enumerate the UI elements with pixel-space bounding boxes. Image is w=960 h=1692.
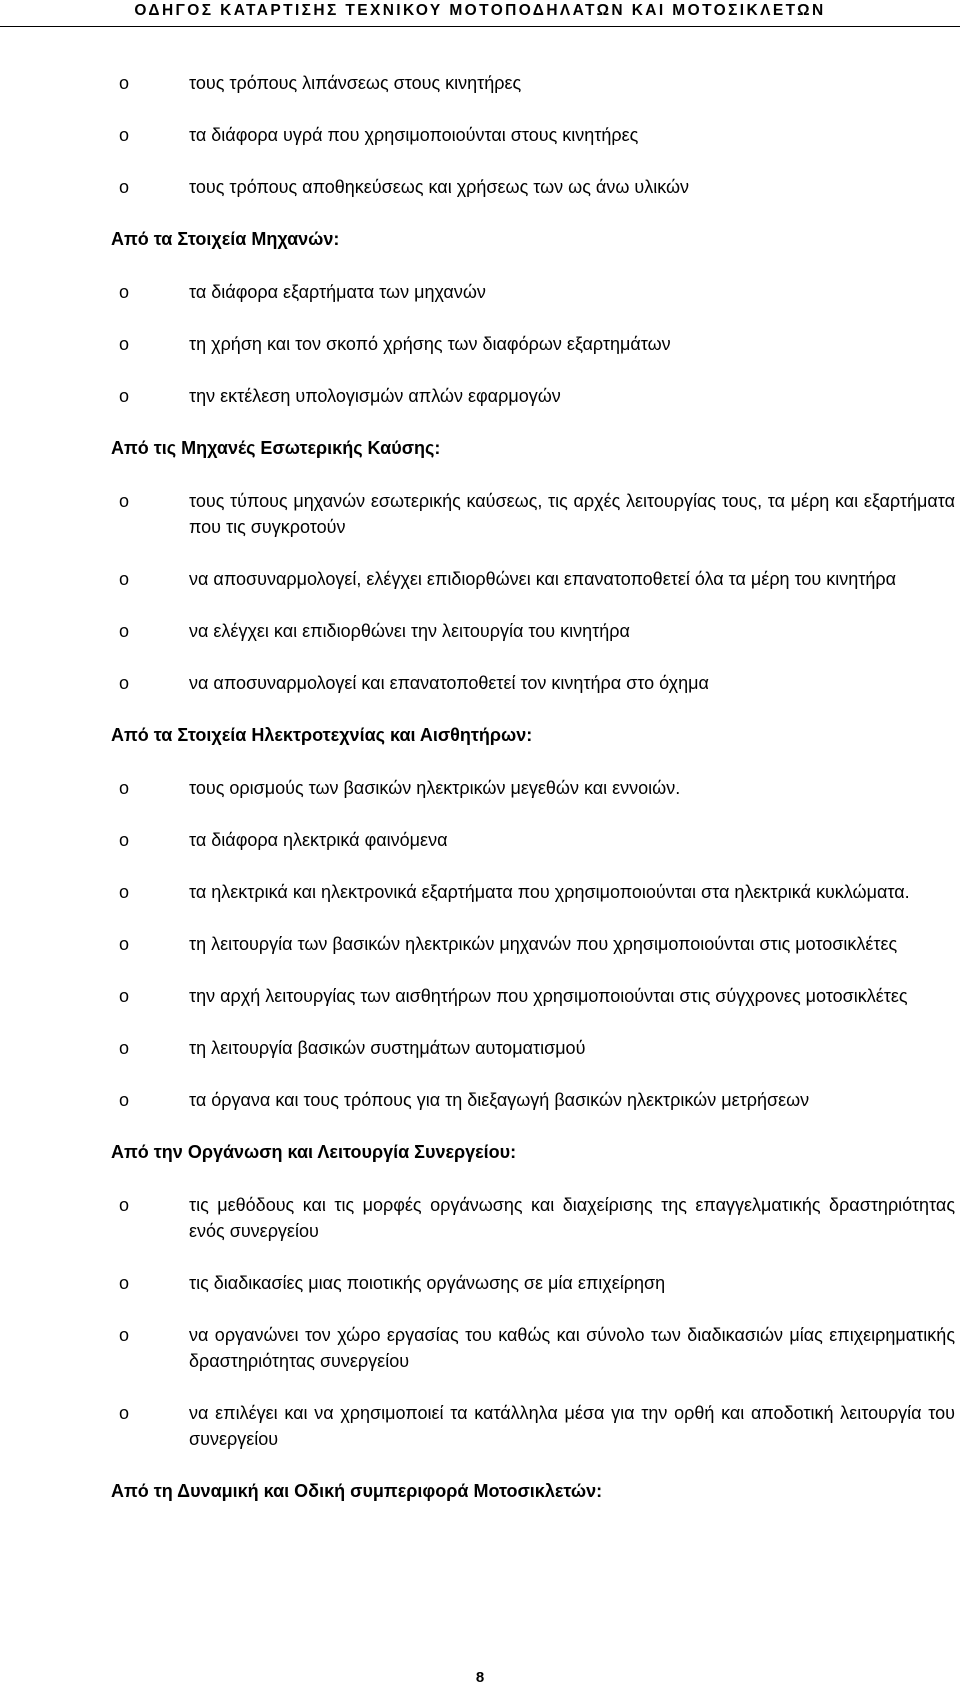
bullet-icon: o — [119, 673, 130, 693]
list-item — [0, 1270, 960, 1296]
list-item-text: τους τρόπους αποθηκεύσεως και χρήσεως των ως άνω υλικών — [189, 177, 690, 197]
bullet-icon: o — [119, 569, 130, 589]
list-item-text: τη λειτουργία βασικών συστημάτων αυτοματισμού — [189, 1038, 586, 1058]
list-item — [0, 174, 960, 200]
section-heading: Από τα Στοιχεία Ηλεκτροτεχνίας και Αισθητήρων: — [111, 725, 533, 745]
list-item — [0, 1192, 960, 1244]
list-item-text: τα ηλεκτρικά και ηλεκτρονικά εξαρτήματα που χρησιμοποιούνται στα ηλεκτρικά κυκλώματα. — [189, 882, 910, 902]
list-item — [0, 331, 960, 357]
bullet-icon: o — [119, 125, 130, 145]
bullet-icon: o — [119, 1273, 130, 1293]
bullet-icon: o — [119, 1038, 130, 1058]
list-item — [0, 566, 960, 592]
section-heading: Από την Οργάνωση και Λειτουργία Συνεργείου: — [111, 1142, 517, 1162]
list-item — [0, 488, 960, 540]
list-item — [0, 931, 960, 957]
list-item-text: τους τρόπους λιπάνσεως στους κινητήρες — [189, 73, 522, 93]
list-item-text: τα διάφορα εξαρτήματα των μηχανών — [189, 282, 486, 302]
list-item-text: τις διαδικασίες μιας ποιοτικής οργάνωσης σε μία επιχείρηση — [189, 1273, 666, 1293]
list-item-text: την αρχή λειτουργίας των αισθητήρων που χρησιμοποιούνται στις σύγχρονες μοτοσικλέτες — [189, 986, 908, 1006]
bullet-icon: o — [119, 882, 130, 902]
bullet-icon: o — [119, 986, 130, 1006]
list-item-text: τους ορισμούς των βασικών ηλεκτρικών μεγεθών και εννοιών. — [189, 778, 681, 798]
list-item-text: τα όργανα και τους τρόπους για τη διεξαγωγή βασικών ηλεκτρικών μετρήσεων — [189, 1090, 810, 1110]
list-item — [0, 279, 960, 305]
page-number: 8 — [475, 1669, 485, 1686]
bullet-icon: o — [119, 177, 130, 197]
list-item-text: τις μεθόδους και τις μορφές οργάνωσης και διαχείρισης της επαγγελματικής δραστηριότητας ενός συνεργείου — [189, 1195, 955, 1241]
section-heading: Από τη Δυναμική και Οδική συμπεριφορά Μοτοσικλετών: — [111, 1481, 603, 1501]
bullet-icon: o — [119, 491, 130, 511]
list-item — [0, 879, 960, 905]
list-item — [0, 618, 960, 644]
list-item — [0, 827, 960, 853]
bullet-icon: o — [119, 334, 130, 354]
bullet-icon: o — [119, 778, 130, 798]
list-item-text: τη λειτουργία των βασικών ηλεκτρικών μηχανών που χρησιμοποιούνται στις μοτοσικλέτες — [189, 934, 898, 954]
list-item — [0, 122, 960, 148]
list-item-text: τα διάφορα υγρά που χρησιμοποιούνται στους κινητήρες — [189, 125, 639, 145]
list-item-text: τους τύπους μηχανών εσωτερικής καύσεως, τις αρχές λειτουργίας τους, τα μέρη και εξαρτήματα που τις συγκροτούν — [189, 491, 955, 537]
bullet-icon: o — [119, 621, 130, 641]
list-item — [0, 383, 960, 409]
list-item — [0, 983, 960, 1009]
list-item-text: τα διάφορα ηλεκτρικά φαινόμενα — [189, 830, 448, 850]
bullet-icon: o — [119, 1325, 130, 1345]
bullet-icon: o — [119, 386, 130, 406]
document-header: ΟΔΗΓΟΣ ΚΑΤΑΡΤΙΣΗΣ ΤΕΧΝΙΚΟΥ ΜΟΤΟΠΟΔΗΛΑΤΩΝ ΚΑΙ ΜΟΤΟΣΙΚΛΕΤΩΝ — [134, 2, 826, 19]
bullet-icon: o — [119, 1403, 130, 1423]
list-item-text: να ελέγχει και επιδιορθώνει την λειτουργία του κινητήρα — [189, 621, 630, 641]
bullet-icon: o — [119, 830, 130, 850]
list-item-text: να αποσυναρμολογεί, ελέγχει επιδιορθώνει και επανατοποθετεί όλα τα μέρη του κινητήρα — [189, 569, 897, 589]
bullet-icon: o — [119, 73, 130, 93]
bullet-icon: o — [119, 282, 130, 302]
bullet-icon: o — [119, 1195, 130, 1215]
list-item — [0, 70, 960, 96]
list-item — [0, 1322, 960, 1374]
list-item-text: να οργανώνει τον χώρο εργασίας του καθώς και σύνολο των διαδικασιών μίας επιχειρηματικής δραστηριότητας συνεργείου — [189, 1325, 955, 1371]
list-item-text: την εκτέλεση υπολογισμών απλών εφαρμογών — [189, 386, 561, 406]
list-item — [0, 1400, 960, 1452]
list-item-text: να αποσυναρμολογεί και επανατοποθετεί τον κινητήρα στο όχημα — [189, 673, 709, 693]
page-content — [0, 70, 960, 1531]
bullet-icon: o — [119, 1090, 130, 1110]
header-divider — [0, 26, 960, 27]
list-item — [0, 775, 960, 801]
bullet-icon: o — [119, 934, 130, 954]
section-heading: Από τα Στοιχεία Μηχανών: — [111, 229, 340, 249]
list-item — [0, 1087, 960, 1113]
list-item — [0, 1035, 960, 1061]
list-item-text: τη χρήση και τον σκοπό χρήσης των διαφόρων εξαρτημάτων — [189, 334, 671, 354]
list-item-text: να επιλέγει και να χρησιμοποιεί τα κατάλληλα μέσα για την ορθή και αποδοτική λειτουργία του συνεργείου — [189, 1403, 955, 1449]
list-item — [0, 670, 960, 696]
section-heading: Από τις Μηχανές Εσωτερικής Καύσης: — [111, 438, 441, 458]
